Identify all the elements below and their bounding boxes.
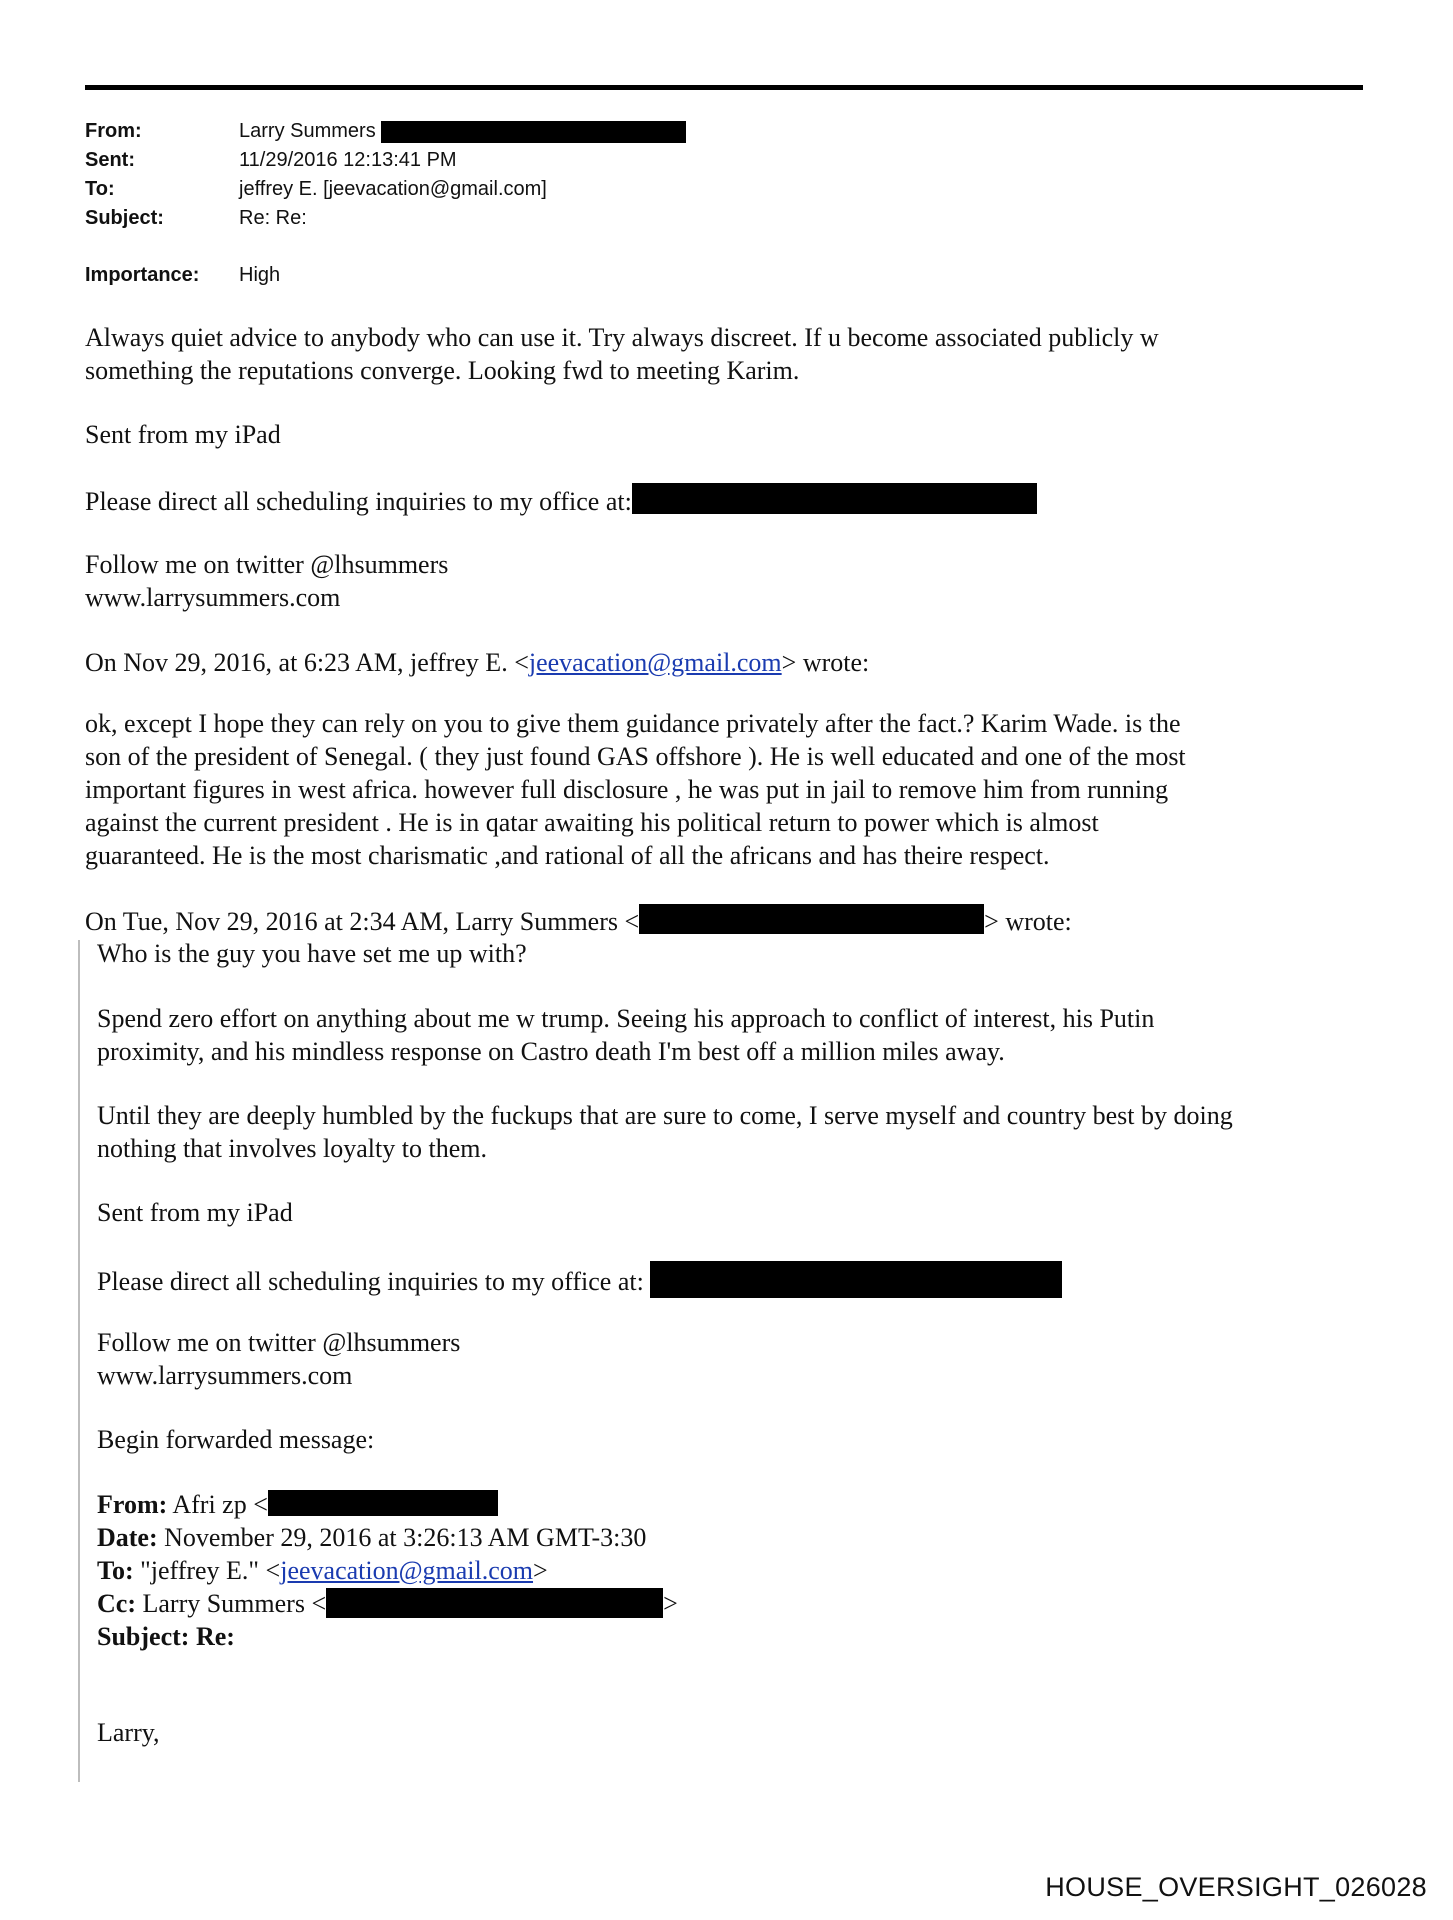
quoted-signature [97, 1326, 1397, 1392]
body-line: guaranteed. He is the most charismatic ,and rational of all the africans and has theire respect. [85, 841, 1050, 870]
twitter-line: Follow me on twitter @lhsummers [85, 550, 449, 579]
from-label: From: [85, 120, 142, 142]
quoted-question [97, 937, 1397, 970]
fwd-to-value: "jeffrey E." < [140, 1556, 281, 1585]
reply-line: something the reputations converge. Looking fwd to meeting Karim. [85, 356, 800, 385]
forwarded-greeting [97, 1716, 1397, 1749]
reply-body [85, 321, 1385, 387]
fwd-cc-label: Cc: [97, 1589, 136, 1618]
twitter-line: Follow me on twitter @lhsummers [97, 1328, 461, 1357]
question-line: Who is the guy you have set me up with? [97, 939, 527, 968]
email-link[interactable]: jeevacation@gmail.com [280, 1556, 534, 1585]
fwd-subject-value: Re: [195, 1622, 235, 1651]
scheduling-text: Please direct all scheduling inquiries to my office at: [97, 1267, 644, 1296]
body-line: son of the president of Senegal. ( they just found GAS offshore ). He is well educated and one of the most [85, 742, 1186, 771]
redaction-box [268, 1490, 498, 1516]
body-line: Until they are deeply humbled by the fuckups that are sure to come, I serve myself and country best by doing [97, 1101, 1233, 1130]
importance-value: High [239, 264, 281, 286]
body-line: ok, except I hope they can rely on you to give them guidance privately after the fact.? Karim Wade. is the [85, 709, 1181, 738]
sent-value: 11/29/2016 12:13:41 PM [239, 149, 457, 171]
sent-from-text: Sent from my iPad [85, 420, 281, 449]
fwd-date-label: Date: [97, 1523, 158, 1552]
body-line: important figures in west africa. however full disclosure , he was put in jail to remove him from running [85, 775, 1169, 804]
top-rule [85, 85, 1363, 90]
intro-text: On Tue, Nov 29, 2016 at 2:34 AM, Larry Summers < [85, 907, 640, 936]
intro-text: On Nov 29, 2016, at 6:23 AM, jeffrey E. < [85, 648, 529, 677]
email-header [85, 117, 1285, 287]
scheduling-text: Please direct all scheduling inquiries to my office at: [85, 487, 632, 516]
redaction-box [326, 1588, 663, 1618]
sent-from-text: Sent from my iPad [97, 1198, 293, 1227]
email-link[interactable]: jeevacation@gmail.com [528, 648, 782, 677]
fwd-date-value: November 29, 2016 at 3:26:13 AM GMT-3:30 [164, 1523, 647, 1552]
jeffrey-intro [85, 646, 1385, 679]
fwd-subject-label: Subject: [97, 1622, 190, 1651]
fwd-to-label: To: [97, 1556, 134, 1585]
from-value [239, 117, 686, 146]
begin-forwarded [97, 1423, 1397, 1456]
greeting-line: Larry, [97, 1718, 160, 1747]
sent-from-ipad [85, 418, 1385, 451]
redaction-box [632, 483, 1037, 514]
bates-number: HOUSE_OVERSIGHT_026028 [1045, 1872, 1427, 1902]
subject-label: Subject: [85, 207, 164, 229]
to-label: To: [85, 178, 115, 200]
body-line: against the current president . He is in qatar awaiting his political return to power which is almost [85, 808, 1099, 837]
reply-line: Always quiet advice to anybody who can use it. Try always discreet. If u become associated publicly w [85, 323, 1159, 352]
website-line: www.larrysummers.com [85, 583, 341, 612]
quote-bar [78, 940, 80, 1782]
redaction-box [381, 121, 686, 143]
fwd-cc-value: Larry Summers < [142, 1589, 327, 1618]
body-line: nothing that involves loyalty to them. [97, 1134, 487, 1163]
website-line: www.larrysummers.com [97, 1361, 353, 1390]
redaction-box [650, 1261, 1062, 1298]
body-line: Spend zero effort on anything about me w trump. Seeing his approach to conflict of interest, his Putin [97, 1004, 1155, 1033]
jeffrey-body [85, 707, 1385, 872]
quoted-sent-from [97, 1196, 1397, 1229]
signature [85, 548, 1385, 614]
fwd-from-label: From: [97, 1490, 168, 1519]
fwd-cc-suffix: > [663, 1589, 678, 1618]
fwd-from-value: Afri zp < [172, 1490, 268, 1519]
body-line: proximity, and his mindless response on Castro death I'm best off a million miles away. [97, 1037, 1005, 1066]
intro-suffix: > wrote: [984, 907, 1072, 936]
begin-forwarded-text: Begin forwarded message: [97, 1425, 375, 1454]
importance-label: Importance: [85, 264, 200, 286]
subject-value: Re: Re: [239, 207, 307, 229]
scheduling-line [85, 483, 1385, 516]
to-value: jeffrey E. [jeevacation@gmail.com] [239, 178, 547, 200]
quoted-para-1 [97, 1002, 1397, 1068]
from-name: Larry Summers [239, 120, 376, 142]
forwarded-header [97, 1488, 1397, 1653]
quoted-scheduling [97, 1261, 1397, 1294]
quoted-para-2 [97, 1099, 1397, 1165]
summers-intro [85, 904, 1385, 937]
intro-suffix: > wrote: [781, 648, 870, 677]
fwd-to-suffix: > [533, 1556, 548, 1585]
redaction-box [639, 904, 984, 934]
sent-label: Sent: [85, 149, 135, 171]
